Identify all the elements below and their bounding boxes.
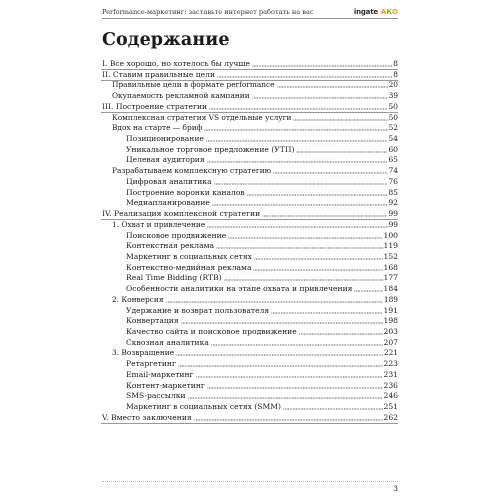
toc-entry-label: III. Построение стратегии [102,101,208,111]
toc-entry-label: Разрабатываем комплексную стратегию [112,166,272,176]
toc-entry-label: 1. Охват и привлечение [112,219,206,229]
toc-entry[interactable] [112,295,398,305]
toc-entry-page: 100 [383,230,398,240]
toc-entry-page: 177 [383,273,398,283]
toc-entry-page: 223 [383,359,398,369]
toc-entry[interactable] [102,70,398,80]
toc-entry-page: 231 [383,369,398,379]
page-number: 3 [393,484,398,493]
toc-entry-page: 39 [388,91,398,101]
toc-leader-dots [207,221,387,228]
toc-entry-label: Уникальное торговое предложение (УТП) [126,144,295,154]
toc-entry-label: SMS-рассылки [126,391,186,401]
toc-leader-dots [252,60,392,67]
toc-entry-label: I. Все хорошо, но хотелось бы лучше [102,59,251,68]
toc-entry-page: 198 [383,316,398,326]
toc-entry-page: 207 [383,337,398,347]
toc-leader-dots [207,156,388,163]
toc-entry-page: 191 [383,305,398,315]
toc-entry-page: 184 [383,284,398,294]
toc-leader-dots [228,232,382,239]
toc-entry-page: 203 [383,327,398,336]
toc-leader-dots [176,349,383,356]
toc-leader-dots [273,167,387,174]
ako-letter: К [386,8,393,16]
toc-entry-page: 76 [388,176,398,186]
toc-entry-page: 50 [388,112,398,122]
toc-leader-dots [166,296,383,303]
toc-leader-dots [207,382,383,389]
toc-entry-label: Email-маркетинг [126,369,194,379]
toc-entry[interactable] [126,306,398,316]
toc-entry-page: 54 [388,134,398,144]
toc-entry-page: 8 [393,69,398,79]
toc-leader-dots [252,92,388,99]
toc-entry-page: 246 [383,391,398,401]
toc-entry-page: 52 [388,123,398,133]
toc-entry-label: Контент-маркетинг [126,380,205,390]
toc-entry[interactable] [126,402,398,412]
toc-entry[interactable] [126,316,398,326]
toc-entry-page: 251 [383,402,398,412]
ingate-logo-text: ingate [353,8,378,16]
toc-entry-page: 99 [388,209,398,219]
toc-entry[interactable] [126,359,398,369]
toc-entry-page: 99 [388,219,398,229]
toc-entry-label: 3. Возвращение [112,348,175,358]
toc-entry-label: Позиционирование [126,134,204,144]
toc-entry[interactable] [126,391,398,401]
toc-entry-page: 168 [383,262,398,272]
toc-leader-dots [204,124,387,131]
toc-leader-dots [299,328,383,335]
toc-entry-page: 60 [388,144,398,154]
toc-entry-page: 221 [383,348,398,358]
toc-leader-dots [253,264,382,271]
toc-entry[interactable] [112,348,398,358]
toc-entry-label: Комплексная стратегия VS отдельные услуги [112,112,292,122]
toc-entry[interactable] [126,155,398,165]
toc-leader-dots [217,71,392,78]
toc-entry-label: Правильные цели в формате performance [112,80,275,90]
toc-leader-dots [181,317,383,324]
toc-leader-dots [354,285,382,292]
toc-entry-label: Контекстная реклама [126,241,215,251]
toc-entry[interactable] [126,198,398,208]
toc-entry[interactable] [126,273,398,283]
toc-entry-page: 189 [383,294,398,304]
toc-leader-dots [296,146,387,153]
toc-entry-label: Контекстно-медийная реклама [126,262,252,272]
toc-leader-dots [254,253,383,260]
toc-entry[interactable] [126,134,398,144]
toc-entry[interactable] [112,166,398,176]
toc-leader-dots [211,339,383,346]
toc-entry-page: 74 [388,166,398,176]
ako-letter: О [392,8,398,16]
toc-entry-label: Real Time Bidding (RTB) [126,273,222,283]
toc-entry[interactable] [112,91,398,101]
toc-leader-dots [283,403,383,410]
toc-leader-dots [209,103,387,110]
toc-entry-label: Маркетинг в социальных сетях (SMM) [126,402,281,412]
toc-entry-label: V. Вместо заключения [102,412,192,422]
toc-entry-label: Вдох на старте — бриф [112,123,203,133]
toc-entry-label: Окупаемость рекламной кампании [112,91,250,101]
toc-leader-dots [212,199,387,206]
section-rule [101,423,398,424]
toc-entry[interactable] [126,145,398,155]
toc-entry[interactable] [126,284,398,294]
toc-entry-page: 92 [388,198,398,208]
toc-leader-dots [224,274,383,281]
toc-leader-dots [293,114,387,121]
toc-entry[interactable] [126,241,398,251]
toc-entry-page: 236 [383,380,398,390]
toc-entry-page: 262 [383,412,398,422]
toc-leader-dots [216,242,382,249]
toc-entry-label: Поисковое продвижение [126,230,227,240]
toc-leader-dots [194,414,383,421]
ako-letter: А [380,8,387,16]
toc-entry[interactable] [102,59,398,69]
toc-entry-page: 8 [393,59,398,68]
toc-leader-dots [214,178,388,185]
toc-leader-dots [196,371,383,378]
toc-entry[interactable] [126,263,398,273]
toc-leader-dots [178,360,383,367]
toc-entry-label: IV. Реализация комплексной стратегии [102,209,261,219]
toc-entry-label: Сквозная аналитика [126,337,209,347]
running-title: Performance-маркетинг: заставьте интернет работать на вас [102,8,314,16]
toc-entry-label: Целевая аудитория [126,155,205,165]
toc-entry[interactable] [126,338,398,348]
toc-entry-label: Конвертация [126,316,179,326]
toc-entry-page: 85 [388,187,398,197]
toc-entry[interactable] [112,123,398,133]
toc-entry[interactable] [102,413,398,423]
page-title: Содержание [102,30,230,50]
toc-entry-page: 119 [383,241,398,251]
toc-entry[interactable] [126,381,398,391]
toc-entry-label: Ретаргетинг [126,359,176,369]
toc-entry[interactable] [126,252,398,262]
toc-entry-page: 50 [388,101,398,111]
toc-entry-label: Маркетинг в социальных сетях [126,251,252,261]
toc-entry[interactable] [126,327,398,337]
toc-entry[interactable] [126,370,398,380]
toc-leader-dots [188,392,383,399]
toc-entry-label: Медиапланирование [126,198,210,208]
toc-leader-dots [271,307,382,314]
toc-entry-label: Особенности аналитики на этапе охвата и привлечения [126,284,353,294]
toc-entry-page: 152 [383,251,398,261]
toc-entry[interactable] [112,220,398,230]
toc-entry[interactable] [126,231,398,241]
toc-entry-label: Качество сайта и поисковое продвижение [126,327,297,336]
toc-entry-page: 20 [388,80,398,90]
toc-leader-dots [247,189,388,196]
toc-entry[interactable] [112,113,398,123]
footer-divider [102,481,398,482]
toc-leader-dots [277,81,388,88]
toc-entry-label: 2. Конверсия [112,294,164,304]
toc-entry[interactable] [126,188,398,198]
toc-leader-dots [262,210,387,217]
toc-entry-label: II. Ставим правильные цели [102,69,216,79]
toc-entry[interactable] [126,177,398,187]
toc-leader-dots [206,135,387,142]
toc-entry-label: Удержание и возврат пользователя [126,305,270,315]
toc-entry[interactable] [112,80,398,90]
toc-entry[interactable] [102,102,398,112]
toc-entry-label: Цифровая аналитика [126,176,212,186]
toc-entry[interactable] [102,209,398,219]
toc-entry-label: Построение воронки каналов [126,187,245,197]
toc-entry-page: 65 [388,155,398,165]
